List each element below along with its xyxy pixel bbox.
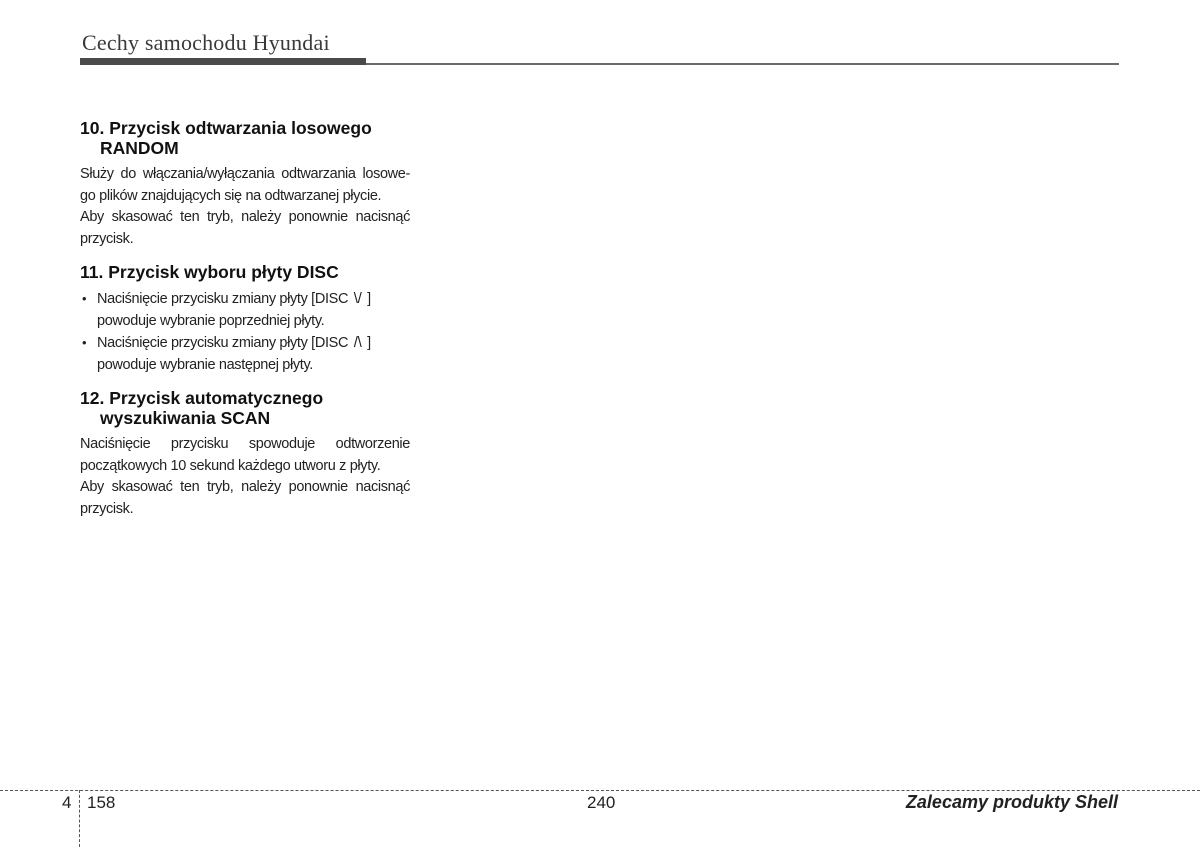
section-heading: 12. Przycisk automatycznego wyszukiwania SCAN [80,388,324,428]
footer-vertical-divider [79,790,80,847]
paragraph: Służy do włączania/wyłączania odtwarzania losowe-go plików znajdujących się na odtwarzanej płycie. [80,166,410,204]
footer-divider [0,790,1200,791]
section-heading: 10. Przycisk odtwarzania losowego RANDOM [80,118,372,158]
section-random [80,118,410,250]
paragraph: Naciśnięcie przycisku spowoduje odtworzenie początkowych 10 sekund każdego utworu z płyty. [80,436,410,474]
section-heading: 11. Przycisk wyboru płyty DISC [80,262,339,282]
main-content [80,118,410,520]
page-number: 158 [87,793,116,812]
section-scan [80,388,410,520]
paragraph: Aby skasować ten tryb, należy ponownie nacisnąć przycisk. [80,209,410,247]
list-item: • Naciśnięcie przycisku zmiany płyty [DISC \/ ] powoduje wybranie poprzedniej płyty. [80,288,410,332]
center-page-number: 240 [587,793,616,812]
footer-slogan: Zalecamy produkty Shell [905,792,1118,812]
section-disc [80,262,410,376]
header-bar [80,58,366,65]
chevron-up-icon: /\ [353,334,362,351]
chapter-number: 4 [62,793,72,812]
page-header-title: Cechy samochodu Hyundai [82,30,330,55]
paragraph: Aby skasować ten tryb, należy ponownie nacisnąć przycisk. [80,479,410,517]
chevron-down-icon: \/ [353,290,362,307]
header-rule [366,63,1119,65]
list-item: • Naciśnięcie przycisku zmiany płyty [DISC /\ ] powoduje wybranie następnej płyty. [80,332,410,376]
bullet-list [80,288,410,376]
